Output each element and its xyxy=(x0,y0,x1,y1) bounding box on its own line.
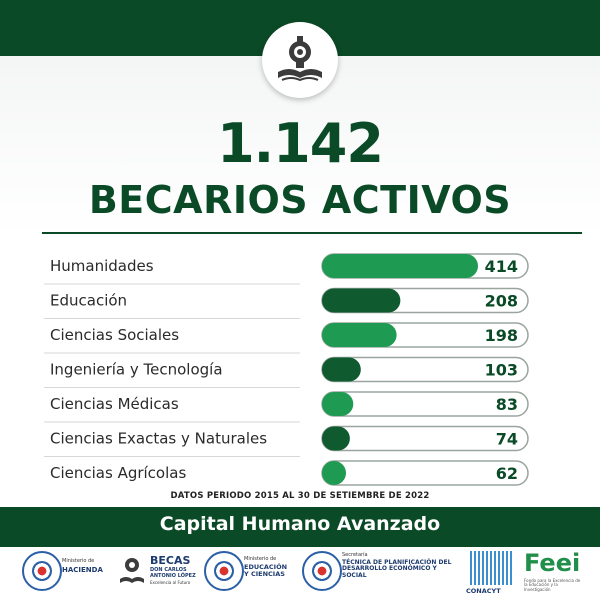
value-label: 103 xyxy=(484,360,518,380)
becas-tagline: Excelencia al Futuro xyxy=(150,580,191,585)
mec-seal-icon xyxy=(204,551,244,591)
value-label: 208 xyxy=(484,291,518,311)
bar xyxy=(322,392,353,416)
headline: BECARIOS ACTIVOS xyxy=(88,178,512,222)
hacienda-text: HACIENDA xyxy=(62,566,103,574)
stp-small-text: Secretaría xyxy=(342,552,368,558)
category-label: Educación xyxy=(50,291,128,310)
bar xyxy=(322,358,361,382)
category-label: Ciencias Exactas y Naturales xyxy=(50,429,268,448)
value-label: 198 xyxy=(484,326,518,345)
hacienda-seal-icon xyxy=(22,551,62,591)
mec-text: EDUCACIÓN Y CIENCIAS xyxy=(244,563,288,578)
total-scholars-count: 1.142 xyxy=(217,112,383,175)
conacyt-text: CONACYT xyxy=(466,587,501,595)
divider xyxy=(42,232,582,234)
category-label: Ingeniería y Tecnología xyxy=(50,360,223,379)
conacyt-logo-icon xyxy=(470,551,512,585)
becas-logo-icon xyxy=(116,551,148,589)
hacienda-small-text: Ministerio de xyxy=(62,558,95,564)
feei-logo: Feei xyxy=(524,549,581,577)
value-label: 83 xyxy=(495,395,518,414)
becas-subtitle: DON CARLOS ANTONIO LÓPEZ xyxy=(150,567,196,579)
category-label: Humanidades xyxy=(50,257,154,275)
scholars-by-area-chart xyxy=(0,240,600,490)
bar xyxy=(322,289,400,313)
feei-subtitle: Fondo para la Excelencia de la Educación y la Investigación xyxy=(524,578,581,592)
mec-small-text: Ministerio de xyxy=(244,556,277,562)
institution-logos xyxy=(0,547,600,600)
data-period-note: DATOS PERIODO 2015 AL 30 DE SETIEMBRE DE 2022 xyxy=(170,491,430,501)
bar xyxy=(322,254,478,278)
bar xyxy=(322,323,397,347)
stp-seal-icon xyxy=(302,551,342,591)
value-label: 414 xyxy=(484,257,518,276)
category-label: Ciencias Agrícolas xyxy=(50,464,187,482)
bar xyxy=(322,461,346,485)
microscope-book-icon xyxy=(262,22,338,98)
value-label: 62 xyxy=(495,464,518,483)
value-label: 74 xyxy=(495,429,518,449)
bar xyxy=(322,427,350,451)
category-label: Ciencias Médicas xyxy=(50,395,179,413)
program-logo xyxy=(262,22,338,98)
footer-title: Capital Humano Avanzado xyxy=(159,513,441,535)
becas-title: BECAS xyxy=(150,554,191,567)
category-label: Ciencias Sociales xyxy=(50,326,180,344)
stp-text: TÉCNICA DE PLANIFICACIÓN DEL DESARROLLO ECONÓMICO Y SOCIAL xyxy=(342,559,452,579)
